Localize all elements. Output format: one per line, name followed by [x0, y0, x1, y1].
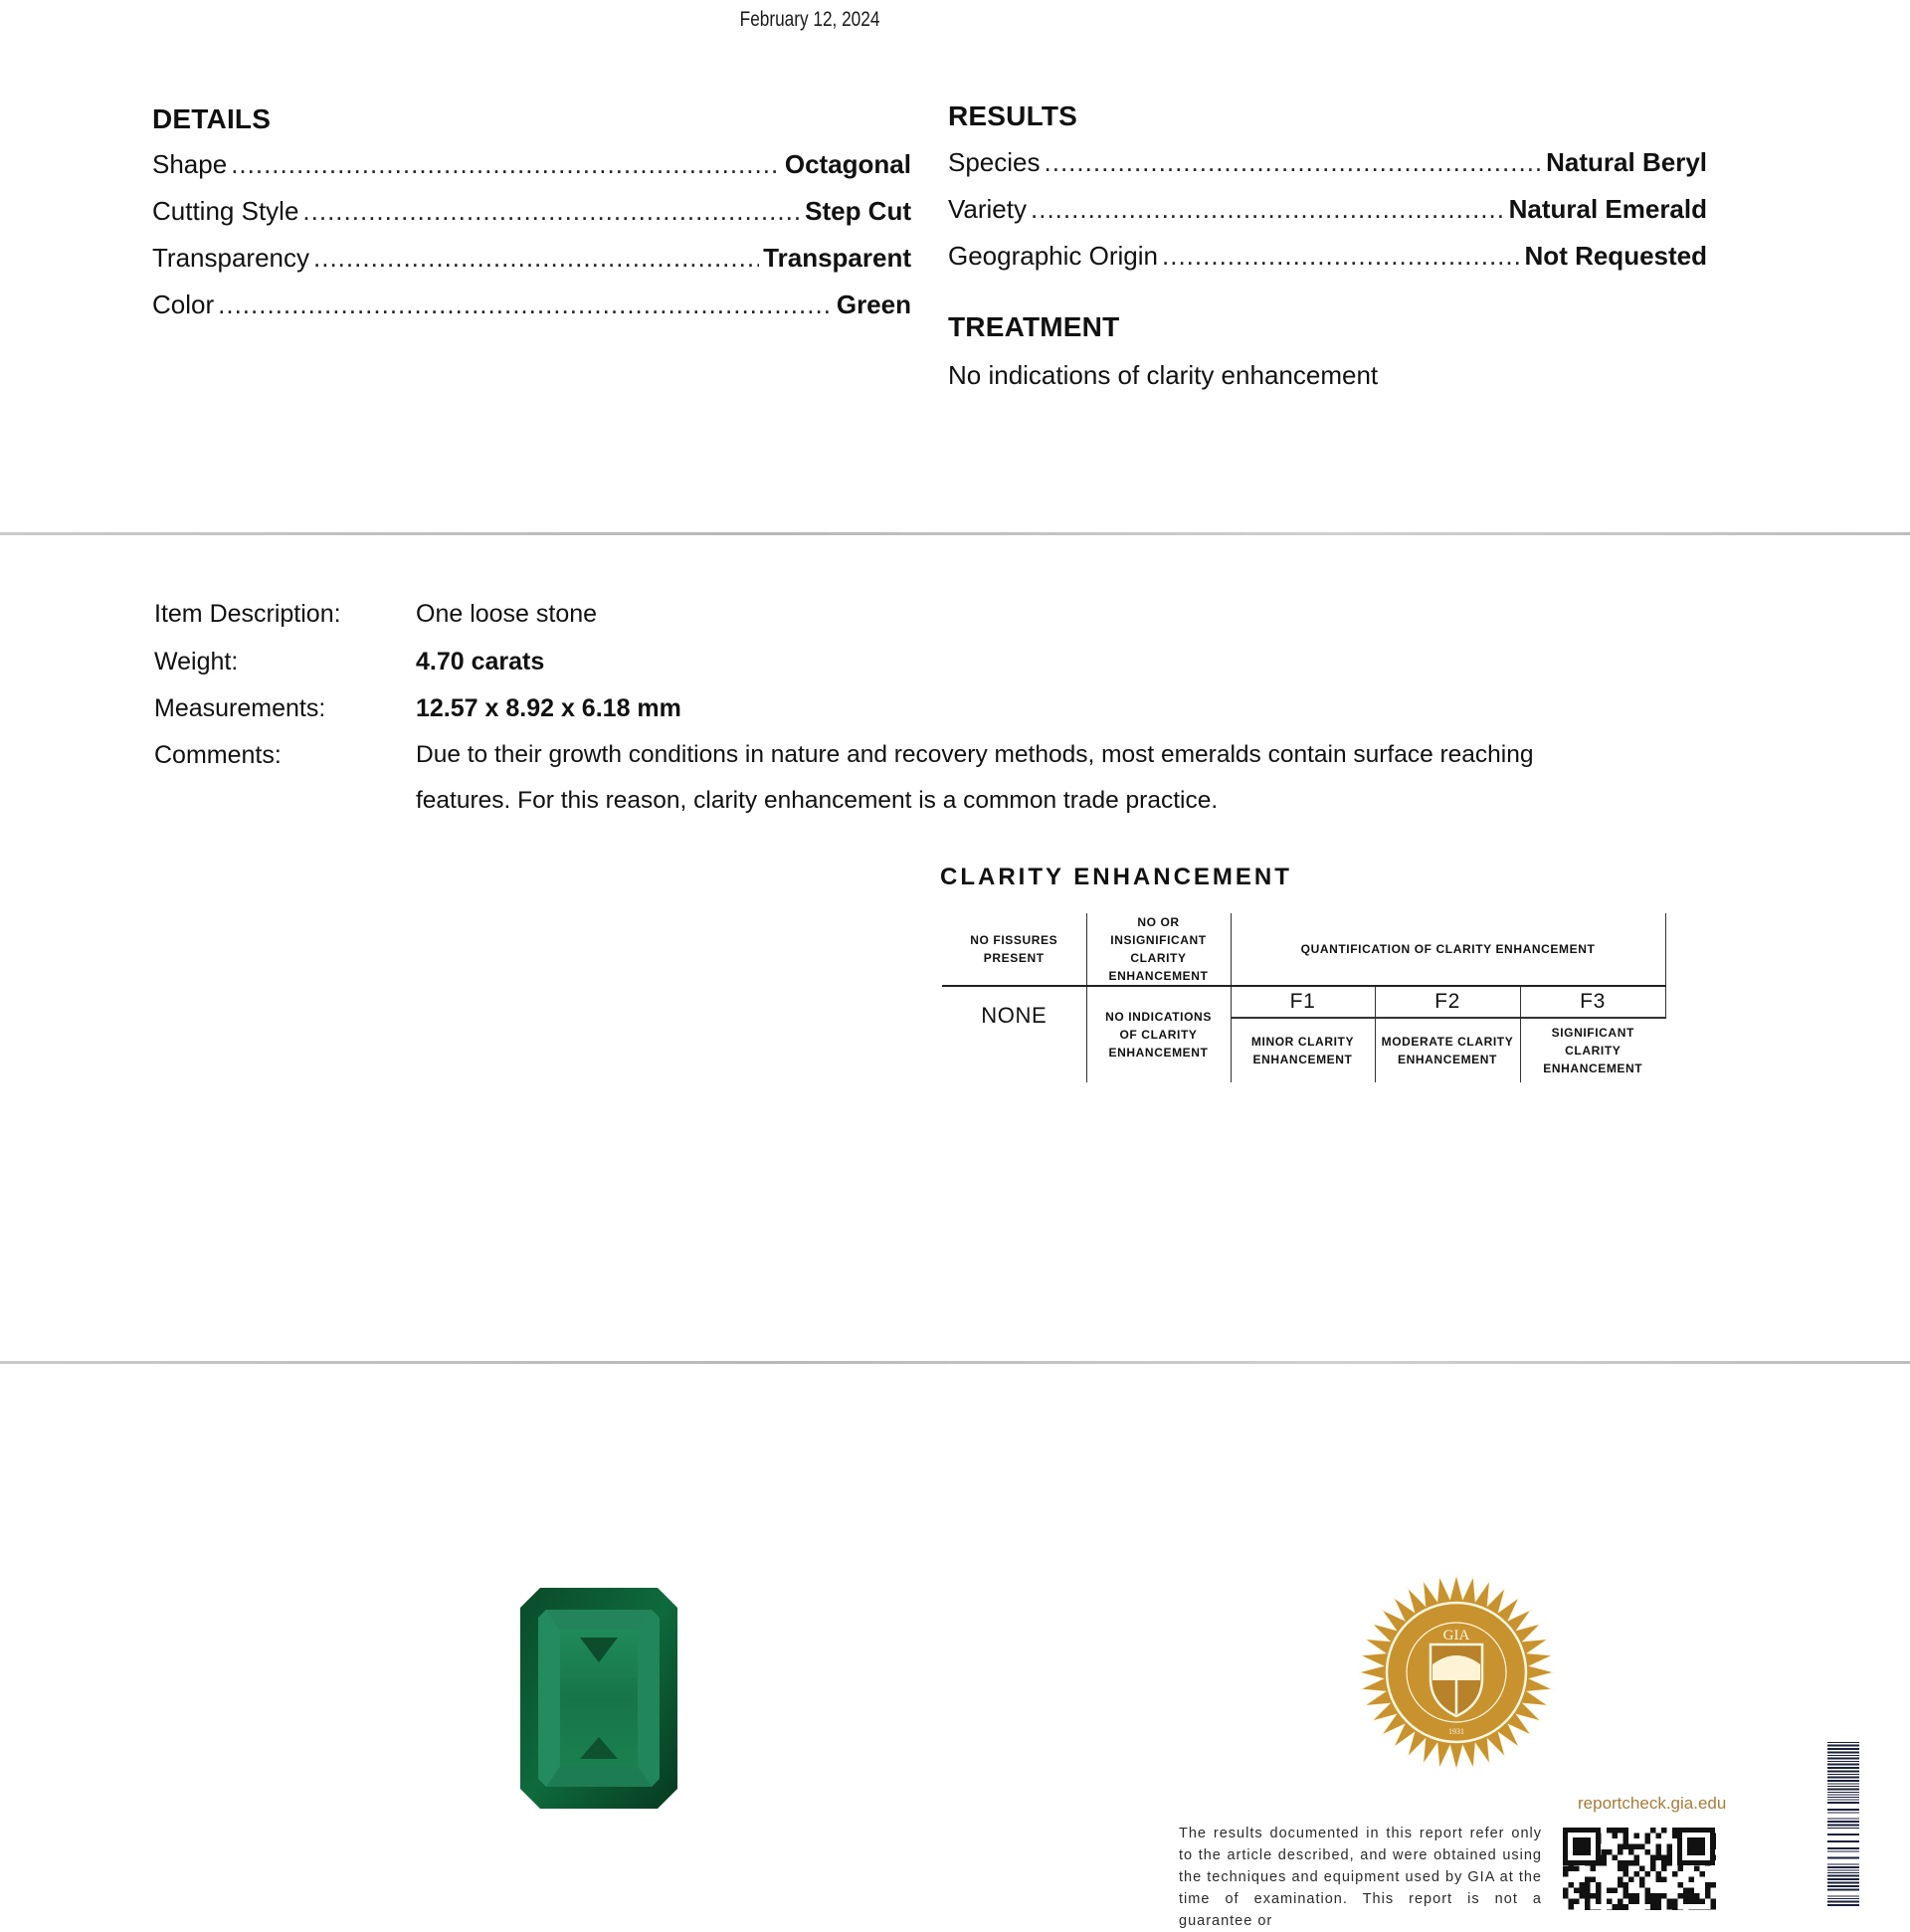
- value-no-indications: NO INDICATIONS OF CLARITY ENHANCEMENT: [1086, 986, 1231, 1082]
- qr-code[interactable]: [1563, 1828, 1716, 1910]
- details-label: Color: [152, 290, 215, 319]
- details-label: Shape: [152, 149, 228, 179]
- details-value: Step Cut: [805, 196, 911, 226]
- comments-line-1: Due to their growth conditions in nature and recovery methods, most emeralds contain surface reaching: [416, 741, 1534, 768]
- fold-divider: [0, 1361, 1910, 1364]
- item-description-label: Item Description:: [154, 600, 341, 628]
- results-label: Variety: [948, 194, 1027, 224]
- header-quantification: QUANTIFICATION OF CLARITY ENHANCEMENT: [1231, 913, 1665, 986]
- item-description-value: One loose stone: [416, 600, 598, 628]
- details-label: Transparency: [152, 243, 309, 273]
- clarity-enhancement-table: [942, 913, 1666, 1082]
- weight-value: 4.70 carats: [416, 648, 545, 676]
- comments-line-2: features. For this reason, clarity enhancement is a common trade practice.: [416, 787, 1219, 814]
- details-value: Green: [836, 290, 911, 319]
- grade-f3: F3: [1520, 986, 1665, 1018]
- results-list: [948, 147, 1707, 288]
- results-label: Species: [948, 147, 1041, 177]
- details-row-color: [152, 290, 911, 336]
- gia-seal-logo: [1357, 1573, 1556, 1772]
- results-row-variety: [948, 194, 1707, 241]
- treatment-heading: TREATMENT: [948, 311, 1120, 342]
- details-label: Cutting Style: [152, 196, 299, 226]
- results-heading: RESULTS: [948, 100, 1077, 131]
- details-row-transparency: [152, 243, 911, 290]
- results-label: Geographic Origin: [948, 241, 1158, 271]
- details-row-cutting-style: [152, 196, 911, 243]
- results-value: Natural Emerald: [1508, 194, 1707, 224]
- clarity-enhancement-title: CLARITY ENHANCEMENT: [940, 864, 1292, 890]
- barcode: [1827, 1742, 1859, 1910]
- grade-f3-desc: SIGNIFICANT CLARITY ENHANCEMENT: [1520, 1018, 1665, 1082]
- svg-text:1931: 1931: [1448, 1727, 1464, 1736]
- details-value: Octagonal: [784, 149, 911, 179]
- measurements-label: Measurements:: [154, 694, 326, 722]
- svg-text:GIA: GIA: [1442, 1628, 1470, 1643]
- results-value: Not Requested: [1524, 241, 1707, 271]
- details-row-shape: [152, 149, 911, 196]
- grade-f2-desc: MODERATE CLARITY ENHANCEMENT: [1375, 1018, 1520, 1082]
- header-no-fissures: NO FISSURES PRESENT: [942, 913, 1086, 986]
- treatment-text: No indications of clarity enhancement: [948, 360, 1379, 390]
- emerald-stone-image: [520, 1588, 677, 1809]
- results-row-geographic-origin: [948, 241, 1707, 288]
- results-value: Natural Beryl: [1546, 147, 1707, 177]
- fold-divider: [0, 532, 1910, 535]
- details-value: Transparent: [763, 243, 911, 273]
- results-row-species: [948, 147, 1707, 194]
- value-none: NONE: [981, 1003, 1048, 1028]
- report-date: February 12, 2024: [739, 8, 880, 31]
- disclaimer-text: The results documented in this report refer only to the article described, and were obtained using the techniques and equipment used by GIA at the time of examination. This report is not a guarantee or: [1179, 1826, 1542, 1929]
- weight-label: Weight:: [154, 648, 239, 676]
- grade-f1-desc: MINOR CLARITY ENHANCEMENT: [1231, 1018, 1375, 1082]
- grade-f2: F2: [1375, 986, 1520, 1018]
- comments-label: Comments:: [154, 741, 282, 769]
- details-list: [152, 149, 911, 336]
- grade-f1: F1: [1231, 986, 1375, 1018]
- measurements-value: 12.57 x 8.92 x 6.18 mm: [416, 694, 681, 722]
- reportcheck-link[interactable]: reportcheck.gia.edu: [1578, 1794, 1727, 1813]
- header-no-or-insignificant: NO OR INSIGNIFICANT CLARITY ENHANCEMENT: [1086, 913, 1231, 986]
- details-heading: DETAILS: [152, 103, 272, 134]
